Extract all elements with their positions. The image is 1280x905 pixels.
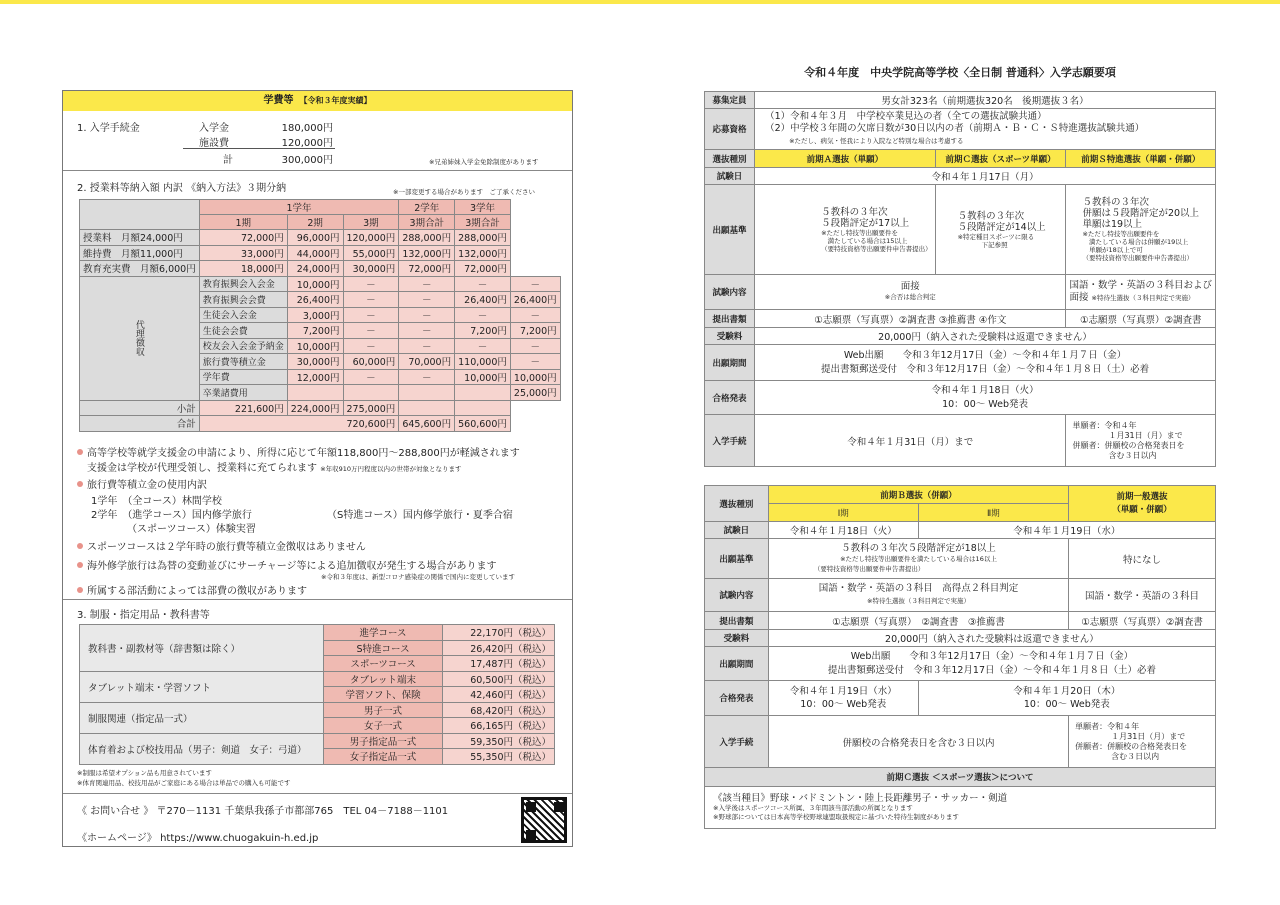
cell-value: 70,000円: [399, 354, 455, 370]
docs-s: ①志願票（写真票）②調査書: [1066, 310, 1216, 328]
supply-item-price: 22,170円（税込）: [443, 625, 555, 641]
tuition-corner: [80, 200, 200, 230]
t2-proc-label: 入学手続: [705, 716, 769, 768]
supply-item-price: 26,420円（税込）: [443, 640, 555, 656]
supply-item-price: 55,350円（税込）: [443, 749, 555, 765]
crit-a: [755, 185, 936, 275]
supply-item-name: S特進コース: [323, 640, 442, 656]
row-label: 授業料 月額24,000円: [80, 230, 200, 246]
cell-value: －: [399, 292, 455, 308]
type-s: 前期Ｓ特進選抜（単願・併願）: [1066, 150, 1216, 168]
t1-date: 令和４年１月17日（月）: [755, 168, 1216, 185]
exam-ac-note: ※合否は総合判定: [884, 293, 936, 301]
cell-value: 26,400円: [455, 292, 511, 308]
bullet-2c: （S特進コース）国内修学旅行・夏季合宿: [327, 510, 513, 521]
t2-proc-g: [1069, 716, 1216, 768]
crit-c-4: 下記参照: [981, 240, 1008, 249]
cell-value: 18,000円: [199, 261, 287, 277]
crit-a-4: 満たしている場合は15以上: [821, 236, 908, 245]
bullet-dot-icon: [77, 449, 83, 455]
cell-value: －: [343, 276, 399, 292]
supply-item-name: 男子指定品一式: [323, 733, 442, 749]
exam-s: [1066, 275, 1216, 310]
top-yellow-strip: [0, 0, 1280, 4]
t2-fee: 20,000円（納入された受験料は返還できません）: [768, 630, 1215, 647]
supply-item-name: 学習ソフト、保険: [323, 687, 442, 703]
row-label: 生徒会会費: [199, 323, 287, 339]
s3-note-1: ※制服は希望オプション品も用意されています: [77, 769, 212, 777]
t1-proc-s: [1066, 415, 1216, 467]
t1-period-2: 提出書類郵送受付 令和３年12月17日（金）〜令和４年１月８日（土）必着: [820, 363, 1150, 375]
t1-date-label: 試験日: [705, 168, 755, 185]
supply-item-price: 68,420円（税込）: [443, 702, 555, 718]
cell-value: 10,000円: [510, 369, 560, 385]
subtotal-value: 221,600円: [199, 400, 287, 416]
crit-s-7: （要特技資格等出願要件申告書提出）: [1082, 254, 1193, 262]
crit-s-3: 単願は19以上: [1082, 219, 1143, 230]
cell-value: 288,000円: [399, 230, 455, 246]
row-label: 維持費 月額11,000円: [80, 245, 200, 261]
cell-value: －: [399, 369, 455, 385]
row-label: 旅行費等積立金: [199, 354, 287, 370]
t1-period: [755, 345, 1216, 381]
t2-exam-1: 国語・数学・英語の３科目 高得点２科目判定: [818, 583, 1019, 594]
crit-s: [1066, 185, 1216, 275]
t2-proc: 併願校の合格発表日を含む３日以内: [768, 716, 1068, 768]
t1-proc: 令和４年１月31日（月）まで: [755, 415, 1066, 467]
bullet-dot-icon: [77, 481, 83, 487]
cell-value: －: [399, 323, 455, 339]
crit-a-3: ※ただし特技等出願要件を: [821, 228, 899, 237]
t2-docs-b: ①志願票（写真票） ②調査書 ③推薦書: [768, 612, 1068, 630]
t2-exam-label: 試験内容: [705, 579, 769, 612]
bullet-1: [77, 444, 520, 459]
t2-crit-1: ５教科の３年次５段階評定が18以上: [841, 542, 996, 554]
section-divider-3: [63, 793, 572, 794]
section-divider-2: [63, 599, 572, 600]
t1-exam-label: 試験内容: [705, 275, 755, 310]
cell-value: －: [399, 307, 455, 323]
t2-crit-3: （要特技資格等出願要件申告書提出）: [813, 564, 925, 573]
bullet-1-text: 高等学校等就学支援金の申請により、所得に応じて年額118,800円〜288,800円が軽減されます: [87, 448, 520, 459]
subtotal-label: 小計: [80, 400, 200, 416]
row-label: 教育振興会会費: [199, 292, 287, 308]
t1-proc-s-3: 併願者：併願校の合格発表日を: [1072, 440, 1185, 450]
bullet-3: [77, 538, 366, 553]
s1-heading: 1. 入学手続金: [77, 123, 140, 134]
s2-heading: 2. 授業料等納入額 内訳 《納入方法》３期分納: [77, 183, 287, 194]
t2-period-1: Web出願 令和３年12月17日（金）〜令和４年１月７日（金）: [850, 650, 1134, 662]
t2-period-2: 提出書類郵送受付 令和３年12月17日（金）〜令和４年１月８日（土）必着: [827, 664, 1156, 676]
total-year-3: 560,600円: [455, 416, 511, 432]
table-row: [80, 245, 561, 261]
s3-heading: 3. 制服・指定用品・教科書等: [77, 610, 210, 621]
homepage-line[interactable]: [77, 829, 318, 844]
type-general-1: 前期一般選抜: [1116, 491, 1168, 502]
supply-group-name: 体育着および校技用品（男子：剣道 女子：弓道）: [80, 733, 324, 764]
cell-value: 3,000円: [287, 307, 343, 323]
cell-value: 24,000円: [287, 261, 343, 277]
t2-pass-1: [768, 681, 918, 716]
t2-period-label: 出願期間: [705, 647, 769, 681]
total-year-1: 720,600円: [199, 416, 399, 432]
admission-table-1: [704, 91, 1216, 467]
sports-line: 《該当種目》野球・バドミントン・陸上長距離男子・サッカー・剣道: [713, 793, 1008, 804]
row-label: 生徒会入会金: [199, 307, 287, 323]
cell-value: 7,200円: [455, 323, 511, 339]
exam-ac: [755, 275, 1066, 310]
term-header: 1期: [199, 215, 287, 230]
term-header: 3期: [343, 215, 399, 230]
table-row: [80, 276, 561, 292]
cell-value: [287, 385, 343, 401]
cell-value: 7,200円: [510, 323, 560, 339]
t2-pass-label: 合格発表: [705, 681, 769, 716]
t2-proc-g-1: 単願者：令和４年: [1075, 721, 1140, 731]
t1-pass: [755, 381, 1216, 415]
t2-docs-g: ①志願票（写真票）②調査書: [1069, 612, 1216, 630]
s1-note: ※兄弟姉妹入学金免除制度があります: [429, 158, 539, 166]
s1-row-3-label: 計: [223, 155, 233, 166]
supply-row: [80, 702, 555, 718]
bullet-1-note: ※年収910万円程度以内の世帯が対象となります: [320, 465, 462, 473]
supply-item-name: タブレット端末: [323, 671, 442, 687]
cell-value: 25,000円: [510, 385, 560, 401]
cell-value: 120,000円: [343, 230, 399, 246]
t2-exam: [768, 579, 1068, 612]
qual-2: （2）中学校３年間の欠席日数が30日以内の者（前期Ａ・Ｂ・Ｃ・Ｓ特進選抜試験共通）: [765, 123, 1145, 134]
type-b-2: Ⅱ期: [918, 504, 1068, 522]
year-2-header: 2学年: [399, 200, 455, 215]
s1-row-1-label: 入学金: [199, 123, 229, 134]
type-b: 前期Ｂ選抜（併願）: [768, 486, 1068, 504]
cell-value: 288,000円: [455, 230, 511, 246]
cell-value: 26,400円: [510, 292, 560, 308]
bullet-2: [77, 476, 207, 491]
t1-proc-s-2: １月31日（月）まで: [1108, 430, 1183, 440]
qual-note: ※ただし、病気・怪我により入院など特別な場合は考慮する: [789, 137, 964, 145]
bullet-1b: [87, 459, 462, 474]
type-b-1: Ⅰ期: [768, 504, 918, 522]
cell-value: 7,200円: [287, 323, 343, 339]
section-divider-1: [63, 170, 572, 171]
fees-title-note: 【令和３年度実績】: [303, 96, 372, 105]
sports-note-1: ※入学後はスポーツコース所属、３年間該当部活動の所属となります: [713, 804, 913, 812]
cell-value: 44,000円: [287, 245, 343, 261]
type-general-2: （単願・併願）: [1112, 504, 1172, 515]
t1-type-label: 選抜種別: [705, 150, 755, 168]
t2-pass-2b: 10：00〜 Web発表: [1023, 699, 1110, 710]
year-1-header: 1学年: [199, 200, 399, 215]
subtotal-row: [80, 400, 561, 416]
bullet-dot-icon: [77, 543, 83, 549]
supply-group-name: 制服関連（指定品一式）: [80, 702, 324, 733]
bullet-2b: 2学年 （進学コース）国内修学旅行: [91, 510, 252, 521]
t2-pass-2: [918, 681, 1215, 716]
crit-c-1: ５教科の３年次: [957, 210, 1025, 222]
supply-item-price: 42,460円（税込）: [443, 687, 555, 703]
subtotal-value: 275,000円: [343, 400, 399, 416]
row-label: 学年費: [199, 369, 287, 385]
fees-title-bar: [63, 91, 572, 111]
fees-title: 学費等: [263, 95, 294, 106]
exam-s-note: ※特待生選抜（３科目判定で実施）: [1091, 294, 1195, 302]
bullet-2a: 1学年 （全コース）林間学校: [91, 496, 222, 507]
cell-value: 72,000円: [455, 261, 511, 277]
tuition-table: [79, 199, 561, 432]
t1-proc-s-4: 含む３日以内: [1108, 450, 1157, 460]
cell-value: －: [343, 307, 399, 323]
t1-docs-label: 提出書類: [705, 310, 755, 328]
row-label: 卒業諸費用: [199, 385, 287, 401]
term-header: 2期: [287, 215, 343, 230]
term-header: 3期合計: [399, 215, 455, 230]
bullet-4-text: 海外修学旅行は為替の変動並びにサーチャージ等による追加徴収が発生する場合があります: [87, 561, 497, 572]
supply-item-price: 17,487円（税込）: [443, 656, 555, 672]
bullet-5: [77, 582, 307, 597]
homepage-link[interactable]: 《ホームページ》 https://www.chuogakuin-h.ed.jp: [77, 833, 319, 844]
supply-row: [80, 733, 555, 749]
cell-value: 60,000円: [343, 354, 399, 370]
supply-group-name: 教科書・副教材等（辞書類は除く）: [80, 625, 324, 672]
supply-row: [80, 671, 555, 687]
s1-row-3-value: 300,000円: [281, 155, 333, 166]
cell-value: [399, 385, 455, 401]
crit-s-5: 満たしている場合は併願が19以上: [1082, 238, 1189, 246]
t1-period-label: 出願期間: [705, 345, 755, 381]
supply-item-price: 60,500円（税込）: [443, 671, 555, 687]
cell-value: 30,000円: [287, 354, 343, 370]
crit-a-5: （要特技資格等出願要件申告書提出）: [821, 244, 932, 253]
t2-exam-g: 国語・数学・英語の３科目: [1069, 579, 1216, 612]
qual-label: 応募資格: [705, 109, 755, 150]
t1-proc-label: 入学手続: [705, 415, 755, 467]
cell-value: 96,000円: [287, 230, 343, 246]
sports-body: [705, 787, 1216, 829]
s3-note-2: ※体育関連用品、校技用品がご家庭にある場合は単品での購入も可能です: [77, 779, 291, 787]
crit-c: [935, 185, 1066, 275]
row-label: 校友会入会金予納金: [199, 338, 287, 354]
crit-a-1: ５教科の３年次: [821, 206, 888, 218]
bullet-1b-text: 支援金は学校が代理受領し、授業料に充てられます: [87, 463, 317, 474]
t1-fee-label: 受験料: [705, 328, 755, 345]
qual-1: （1）令和４年３月 中学校卒業見込の者（全ての選抜試験共通）: [765, 111, 1047, 122]
subtotal-value: [455, 400, 511, 416]
cell-value: 10,000円: [455, 369, 511, 385]
recruit-label: 募集定員: [705, 92, 755, 109]
t2-type-label: 選抜種別: [705, 486, 769, 522]
supply-item-name: 女子指定品一式: [323, 749, 442, 765]
cell-value: －: [510, 354, 560, 370]
s2-note: ※一部変更する場合があります ご了承ください: [393, 188, 535, 196]
left-panel: [62, 90, 573, 847]
sports-note-2: ※野球部については日本高等学校野球連盟取扱規定に基づいた特待生制度があります: [713, 813, 959, 821]
bullet-3-text: スポーツコースは２学年時の旅行費等積立金徴収はありません: [87, 542, 366, 553]
bullet-4: [77, 557, 497, 572]
cell-value: －: [343, 292, 399, 308]
cell-value: －: [455, 276, 511, 292]
t2-exam-note: ※特待生選抜（３科目判定で実施）: [867, 597, 970, 605]
crit-c-3: ※特定種目スポーツに限る: [957, 232, 1035, 241]
type-general: [1069, 486, 1216, 522]
subtotal-value: [399, 400, 455, 416]
exam-ac-text: 面接: [900, 281, 920, 292]
right-title: 令和４年度 中央学院高等学校〈全日制 普通科〉入学志願要項: [804, 66, 1116, 79]
total-row: [80, 416, 561, 432]
t1-pass-1: 令和４年１月18日（火）: [931, 384, 1039, 396]
t2-date-label: 試験日: [705, 522, 769, 539]
cell-value: －: [343, 338, 399, 354]
bullet-2d: （スポーツコース）体験実習: [127, 524, 256, 535]
type-c: 前期Ｃ選抜（スポーツ単願）: [935, 150, 1066, 168]
t2-proc-g-4: 含む３日以内: [1111, 751, 1160, 761]
table-row: [80, 230, 561, 246]
exam-s-1: 国語・数学・英語の３科目および: [1069, 280, 1212, 291]
t2-date-2: 令和４年１月19日（水）: [918, 522, 1215, 539]
t1-pass-label: 合格発表: [705, 381, 755, 415]
cell-value: [455, 385, 511, 401]
cell-value: 110,000円: [455, 354, 511, 370]
cell-value: 12,000円: [287, 369, 343, 385]
sports-heading: 前期Ｃ選抜 ＜スポーツ選抜＞について: [705, 768, 1216, 787]
t1-period-1: Web出願 令和３年12月17日（金）〜令和４年１月７日（金）: [843, 349, 1127, 361]
crit-s-4: ※ただし特技等出願要件を: [1082, 230, 1160, 238]
bullet-4-note: ※令和３年度は、新型コロナ感染症の関係で国内に変更しています: [321, 573, 515, 581]
admission-table-2: [704, 485, 1216, 829]
cell-value: －: [399, 276, 455, 292]
cell-value: 10,000円: [287, 276, 343, 292]
recruit-value: 男女計323名（前期選抜320名 後期選抜３名）: [755, 92, 1216, 109]
type-a: 前期Ａ選抜（単願）: [755, 150, 936, 168]
cell-value: 72,000円: [399, 261, 455, 277]
cell-value: 30,000円: [343, 261, 399, 277]
agency-label: 代理徴収: [80, 276, 200, 400]
t2-period: [768, 647, 1215, 681]
row-label: 教育振興会入会金: [199, 276, 287, 292]
t2-proc-g-3: 併願者：併願校の合格発表日を: [1075, 741, 1188, 751]
supply-item-price: 59,350円（税込）: [443, 733, 555, 749]
contact-line: 《 お問い合せ 》 〒270－1131 千葉県我孫子市都部765 TEL 04－7188－1101: [77, 806, 449, 817]
t2-pass-1a: 令和４年１月19日（水）: [789, 686, 897, 697]
t2-crit-label: 出願基準: [705, 539, 769, 579]
docs-ac: ①志願票（写真票）②調査書 ③推薦書 ④作文: [755, 310, 1066, 328]
t2-crit: [768, 539, 1068, 579]
t1-fee: 20,000円（納入された受験料は返還できません）: [755, 328, 1216, 345]
supply-item-name: 女子一式: [323, 718, 442, 734]
t2-crit-2: ※ただし特技等出願要件を満たしている場合は16以上: [840, 554, 997, 563]
subtotal-value: 224,000円: [287, 400, 343, 416]
term-header: 3期合計: [455, 215, 511, 230]
supply-item-name: 男子一式: [323, 702, 442, 718]
crit-s-6: 単願が18以上で可: [1082, 246, 1143, 254]
s1-row-2-value: 120,000円: [281, 138, 333, 149]
cell-value: 26,400円: [287, 292, 343, 308]
supply-row: [80, 625, 555, 641]
supply-group-name: タブレット端末・学習ソフト: [80, 671, 324, 702]
cell-value: －: [510, 276, 560, 292]
year-3-header: 3学年: [455, 200, 511, 215]
s1-divider: [183, 148, 335, 149]
t2-date-1: 令和４年１月18日（火）: [768, 522, 918, 539]
supply-item-name: スポーツコース: [323, 656, 442, 672]
bullet-5-text: 所属する部活動によっては部費の徴収があります: [87, 586, 307, 597]
bullet-dot-icon: [77, 587, 83, 593]
cell-value: 33,000円: [199, 245, 287, 261]
cell-value: 72,000円: [199, 230, 287, 246]
supply-item-price: 66,165円（税込）: [443, 718, 555, 734]
crit-s-2: 併願は５段階評定が20以上: [1082, 208, 1200, 219]
cell-value: 132,000円: [399, 245, 455, 261]
t2-pass-1b: 10：00〜 Web発表: [800, 699, 887, 710]
t2-docs-label: 提出書類: [705, 612, 769, 630]
t2-pass-2a: 令和４年１月20日（木）: [1013, 686, 1121, 697]
cell-value: －: [343, 369, 399, 385]
cell-value: －: [510, 338, 560, 354]
cell-value: －: [343, 323, 399, 339]
crit-a-2: ５段階評定が17以上: [821, 217, 910, 229]
s1-row-1-value: 180,000円: [281, 123, 333, 134]
t1-crit-label: 出願基準: [705, 185, 755, 275]
qual-cell: [755, 109, 1216, 150]
t2-fee-label: 受験料: [705, 630, 769, 647]
total-label: 合計: [80, 416, 200, 432]
total-year-2: 645,600円: [399, 416, 455, 432]
crit-c-2: ５段階評定が14以上: [957, 221, 1046, 233]
t1-proc-s-1: 単願者：令和４年: [1072, 420, 1137, 430]
cell-value: －: [455, 338, 511, 354]
supply-item-name: 進学コース: [323, 625, 442, 641]
supplies-table: [79, 624, 555, 765]
cell-value: 132,000円: [455, 245, 511, 261]
crit-s-1: ５教科の３年次: [1082, 197, 1149, 208]
t1-pass-2: 10：00〜 Web発表: [942, 398, 1028, 410]
cell-value: －: [510, 307, 560, 323]
qr-code-icon: [521, 797, 567, 843]
cell-value: 55,000円: [343, 245, 399, 261]
bullet-2-text: 旅行費等積立金の使用内訳: [87, 480, 207, 491]
cell-value: －: [455, 307, 511, 323]
cell-value: 10,000円: [287, 338, 343, 354]
bullet-dot-icon: [77, 562, 83, 568]
exam-s-2: 面接: [1069, 292, 1089, 303]
cell-value: －: [399, 338, 455, 354]
cell-value: [343, 385, 399, 401]
row-label: 教育充実費 月額6,000円: [80, 261, 200, 277]
t2-crit-g: 特になし: [1069, 539, 1216, 579]
s1-row-2-label: 施設費: [199, 138, 229, 149]
table-row: [80, 261, 561, 277]
t2-proc-g-2: １月31日（月）まで: [1111, 731, 1186, 741]
